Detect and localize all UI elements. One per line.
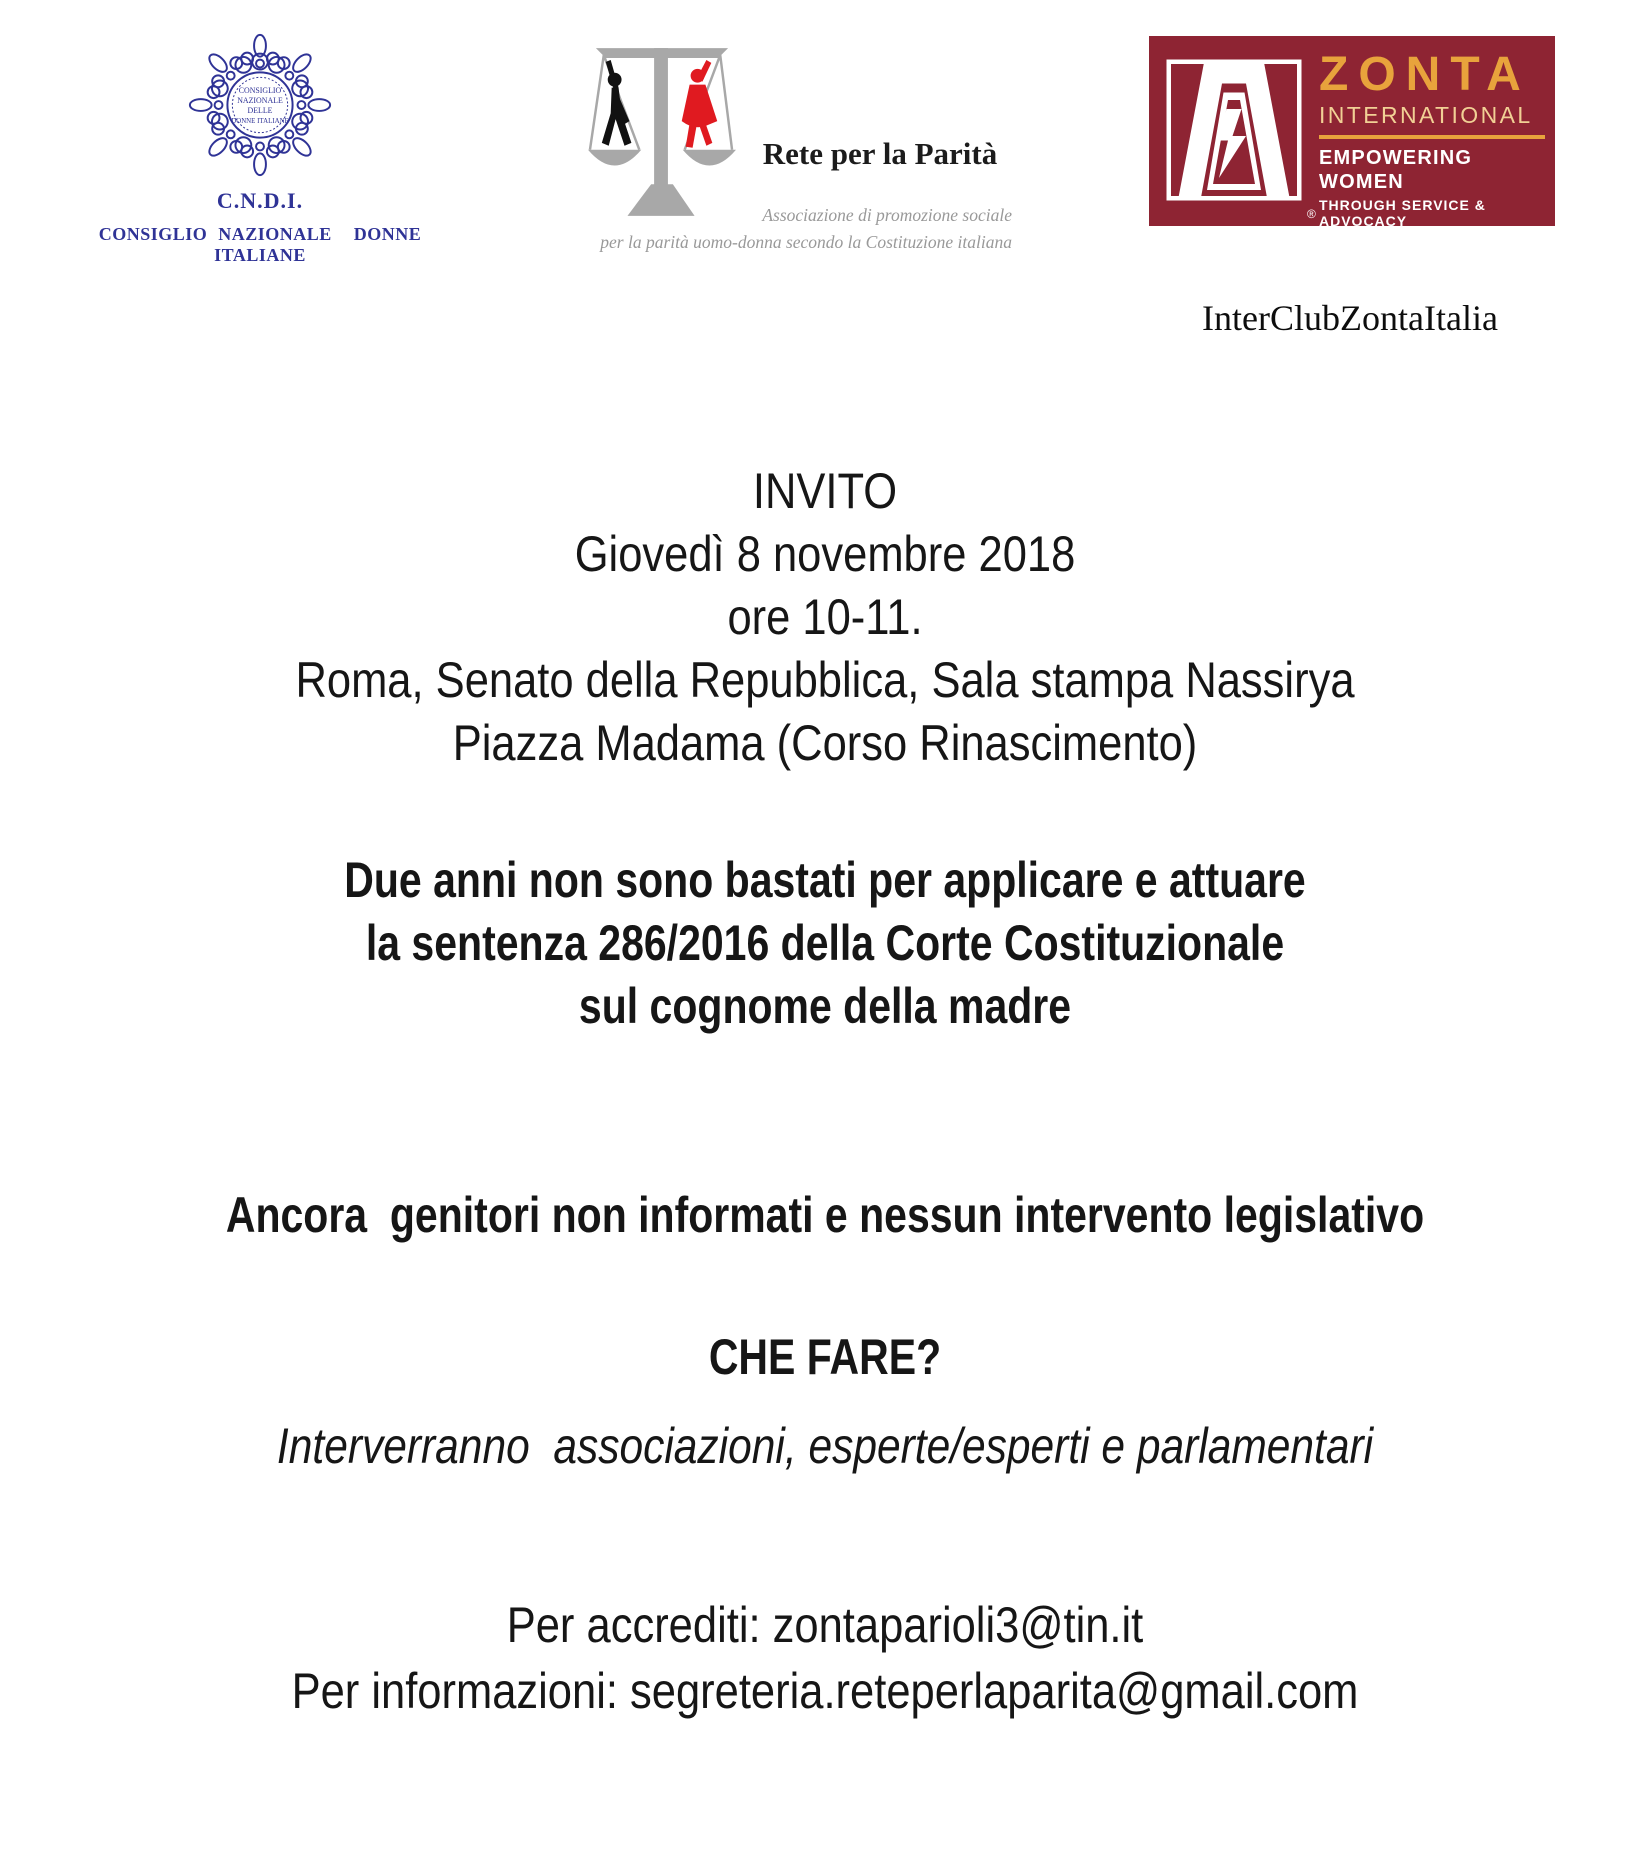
invito-title: INVITO bbox=[752, 463, 898, 519]
registered-mark: ® bbox=[1307, 207, 1316, 221]
zonta-emblem-icon bbox=[1159, 50, 1309, 210]
cndi-seal-text bbox=[231, 86, 289, 125]
question-line: CHE FARE? bbox=[708, 1329, 942, 1385]
statement-line3: sul cognome della madre bbox=[578, 978, 1072, 1034]
female-figure-icon bbox=[682, 60, 718, 148]
statement-line1: Due anni non sono bastati per applicare e attuare bbox=[344, 852, 1306, 908]
male-figure-icon bbox=[602, 60, 632, 146]
zonta-divider bbox=[1319, 135, 1545, 139]
event-address: Piazza Madama (Corso Rinascimento) bbox=[452, 715, 1198, 771]
zonta-international: INTERNATIONAL bbox=[1319, 102, 1533, 128]
cndi-logo bbox=[80, 26, 444, 266]
statement-line2: la sentenza 286/2016 della Corte Costituzionale bbox=[365, 915, 1285, 971]
zonta-tagline1: EMPOWERING WOMEN bbox=[1319, 147, 1473, 193]
scales-of-justice-icon bbox=[588, 30, 736, 230]
svg-text:NAZIONALE: NAZIONALE bbox=[237, 96, 283, 106]
event-time: ore 10-11. bbox=[727, 589, 923, 645]
event-venue: Roma, Senato della Repubblica, Sala stampa Nassirya bbox=[295, 652, 1355, 708]
speakers-line: Interverranno associazioni, esperte/esperti e parlamentari bbox=[276, 1418, 1374, 1474]
svg-text:CONSIGLIO: CONSIGLIO bbox=[238, 86, 282, 96]
rete-subtitle bbox=[560, 202, 1012, 256]
warning-line: Ancora genitori non informati e nessun intervento legislativo bbox=[225, 1187, 1425, 1243]
zonta-name: ZONTA bbox=[1319, 48, 1531, 101]
cndi-rosette-icon bbox=[181, 26, 339, 184]
svg-text:DELLE: DELLE bbox=[247, 105, 273, 115]
event-date: Giovedì 8 novembre 2018 bbox=[574, 526, 1076, 582]
svg-text:DONNE ITALIANE: DONNE ITALIANE bbox=[231, 117, 289, 125]
rete-subtitle-line2: per la parità uomo-donna secondo la Costituzione italiana bbox=[600, 232, 1012, 252]
rete-subtitle-line1: Associazione di promozione sociale bbox=[762, 205, 1012, 225]
zonta-tagline2: THROUGH SERVICE & ADVOCACY bbox=[1319, 197, 1486, 229]
zonta-logo bbox=[1149, 36, 1555, 229]
cndi-acronym: C.N.D.I. bbox=[216, 188, 304, 213]
rete-title: Rete per la Parità bbox=[762, 136, 998, 171]
accreditation-line: Per accrediti: zontaparioli3@tin.it bbox=[506, 1597, 1144, 1653]
event-details bbox=[107, 460, 1543, 775]
info-line: Per informazioni: segreteria.reteperlaparita@gmail.com bbox=[291, 1663, 1359, 1719]
statement bbox=[149, 849, 1502, 1038]
cndi-caption: CONSIGLIO NAZIONALE DONNE ITALIANE bbox=[98, 224, 444, 265]
interclub-label: InterClubZontaItalia bbox=[1202, 298, 1498, 338]
contacts bbox=[107, 1592, 1543, 1724]
zonta-wordmark bbox=[1319, 48, 1555, 229]
